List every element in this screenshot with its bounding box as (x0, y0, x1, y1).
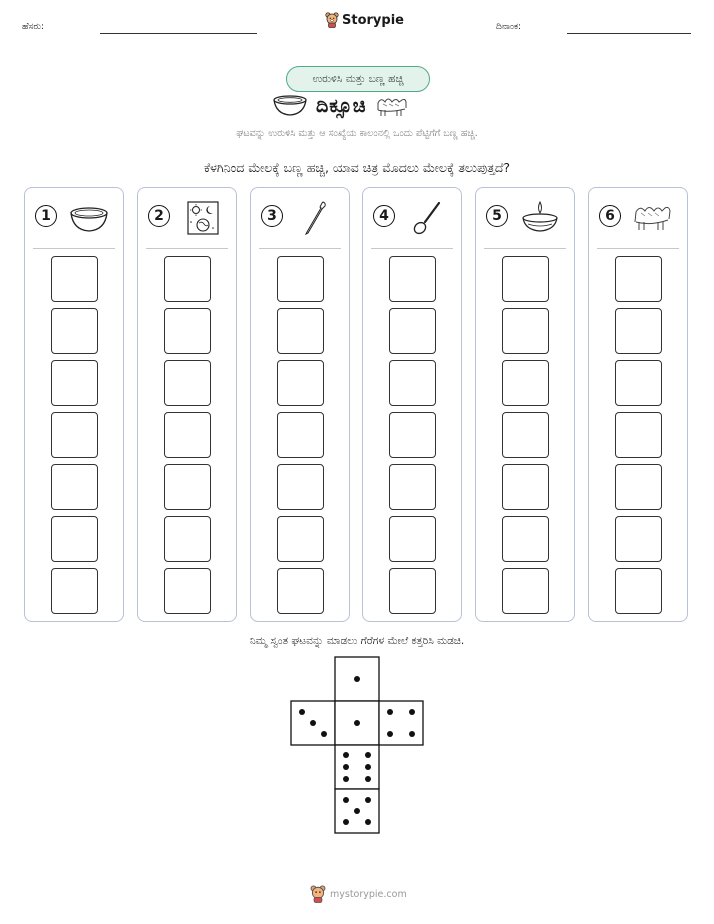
color-box[interactable] (389, 256, 436, 302)
color-box[interactable] (502, 308, 549, 354)
column-6 (588, 187, 688, 622)
color-box[interactable] (51, 256, 98, 302)
color-box[interactable] (502, 516, 549, 562)
question: ಕೆಳಗಿನಿಂದ ಮೇಲಕ್ಕೆ ಬಣ್ಣ ಹಚ್ಚಿ, ಯಾವ ಚಿತ್ರ ಮೊದಲು ಮೇಲಕ್ಕೆ ತಲುಪುತ್ತದೆ? (203, 160, 511, 175)
color-box[interactable] (51, 464, 98, 510)
color-box[interactable] (277, 568, 324, 614)
color-box[interactable] (164, 412, 211, 458)
color-box[interactable] (51, 360, 98, 406)
color-box[interactable] (51, 308, 98, 354)
color-box[interactable] (502, 412, 549, 458)
color-box[interactable] (389, 412, 436, 458)
color-box[interactable] (502, 568, 549, 614)
worksheet-title (272, 94, 411, 118)
column-number: 4 (373, 205, 395, 227)
column-number: 1 (35, 205, 57, 227)
color-box[interactable] (164, 308, 211, 354)
color-box[interactable] (51, 412, 98, 458)
dropper-icon (295, 200, 335, 236)
color-box[interactable] (389, 360, 436, 406)
date-line[interactable] (567, 33, 691, 34)
column-4 (362, 187, 462, 622)
column-number: 3 (261, 205, 283, 227)
color-box[interactable] (164, 360, 211, 406)
column-number: 2 (148, 205, 170, 227)
column-number: 6 (599, 205, 621, 227)
camel-icon (633, 200, 673, 236)
brand-logo (325, 12, 404, 28)
color-box[interactable] (51, 516, 98, 562)
color-box[interactable] (164, 516, 211, 562)
bear-logo-icon (325, 12, 339, 28)
color-box[interactable] (51, 568, 98, 614)
brand-name: Storypie (342, 12, 404, 28)
color-box[interactable] (615, 256, 662, 302)
activity-tag: ಉರುಳಿಸಿ ಮತ್ತು ಬಣ್ಣ ಹಚ್ಚಿ (286, 66, 430, 92)
color-box[interactable] (615, 516, 662, 562)
color-box[interactable] (615, 464, 662, 510)
color-box[interactable] (615, 308, 662, 354)
footer-url[interactable]: mystorypie.com (330, 888, 407, 900)
color-box[interactable] (277, 516, 324, 562)
camel-icon (375, 94, 411, 118)
name-line[interactable] (100, 33, 257, 34)
name-label: ಹೆಸರು: (22, 22, 45, 32)
cut-instruction: ನಿಮ್ಮ ಸ್ವಂತ ಘಟವನ್ನು ಮಾಡಲು ಗೆರೆಗಳ ಮೇಲೆ ಕತ್ತರಿಸಿ ಮಡಚಿ. (249, 635, 465, 647)
column-3 (250, 187, 350, 622)
color-box[interactable] (277, 308, 324, 354)
spoon-icon (407, 200, 447, 236)
color-box[interactable] (277, 256, 324, 302)
instructions: ಘಟವನ್ನು ಉರುಳಿಸಿ ಮತ್ತು ಆ ಸಂಖ್ಯೆಯ ಕಾಲಂನಲ್ಲಿ ಒಂದು ಪೆಟ್ಟಿಗೆಗೆ ಬಣ್ಣ ಹಚ್ಚಿ. (236, 128, 478, 139)
sun-moon-earth-icon (182, 200, 222, 236)
color-box[interactable] (277, 360, 324, 406)
color-box[interactable] (389, 516, 436, 562)
color-box[interactable] (164, 256, 211, 302)
footer (310, 885, 407, 903)
dice-face-lower (335, 745, 379, 789)
date-label: ದಿನಾಂಕ: (496, 22, 522, 32)
color-box[interactable] (389, 568, 436, 614)
oil-lamp-icon (520, 200, 560, 236)
color-box[interactable] (502, 464, 549, 510)
color-box[interactable] (164, 568, 211, 614)
color-box[interactable] (389, 308, 436, 354)
color-box[interactable] (502, 360, 549, 406)
color-box[interactable] (615, 412, 662, 458)
color-box[interactable] (615, 568, 662, 614)
column-5 (475, 187, 575, 622)
dice-face-right (379, 701, 423, 745)
color-box[interactable] (277, 464, 324, 510)
color-box[interactable] (502, 256, 549, 302)
column-1 (24, 187, 124, 622)
bowl-icon (69, 200, 109, 236)
color-box[interactable] (389, 464, 436, 510)
column-number: 5 (486, 205, 508, 227)
bowl-icon (272, 94, 308, 118)
dice-net[interactable] (289, 655, 427, 837)
color-box[interactable] (277, 412, 324, 458)
color-box[interactable] (615, 360, 662, 406)
title-text: ದಿಕ್ಸೂಚಿ (316, 95, 367, 117)
column-2 (137, 187, 237, 622)
color-box[interactable] (164, 464, 211, 510)
bear-logo-icon (310, 885, 326, 903)
